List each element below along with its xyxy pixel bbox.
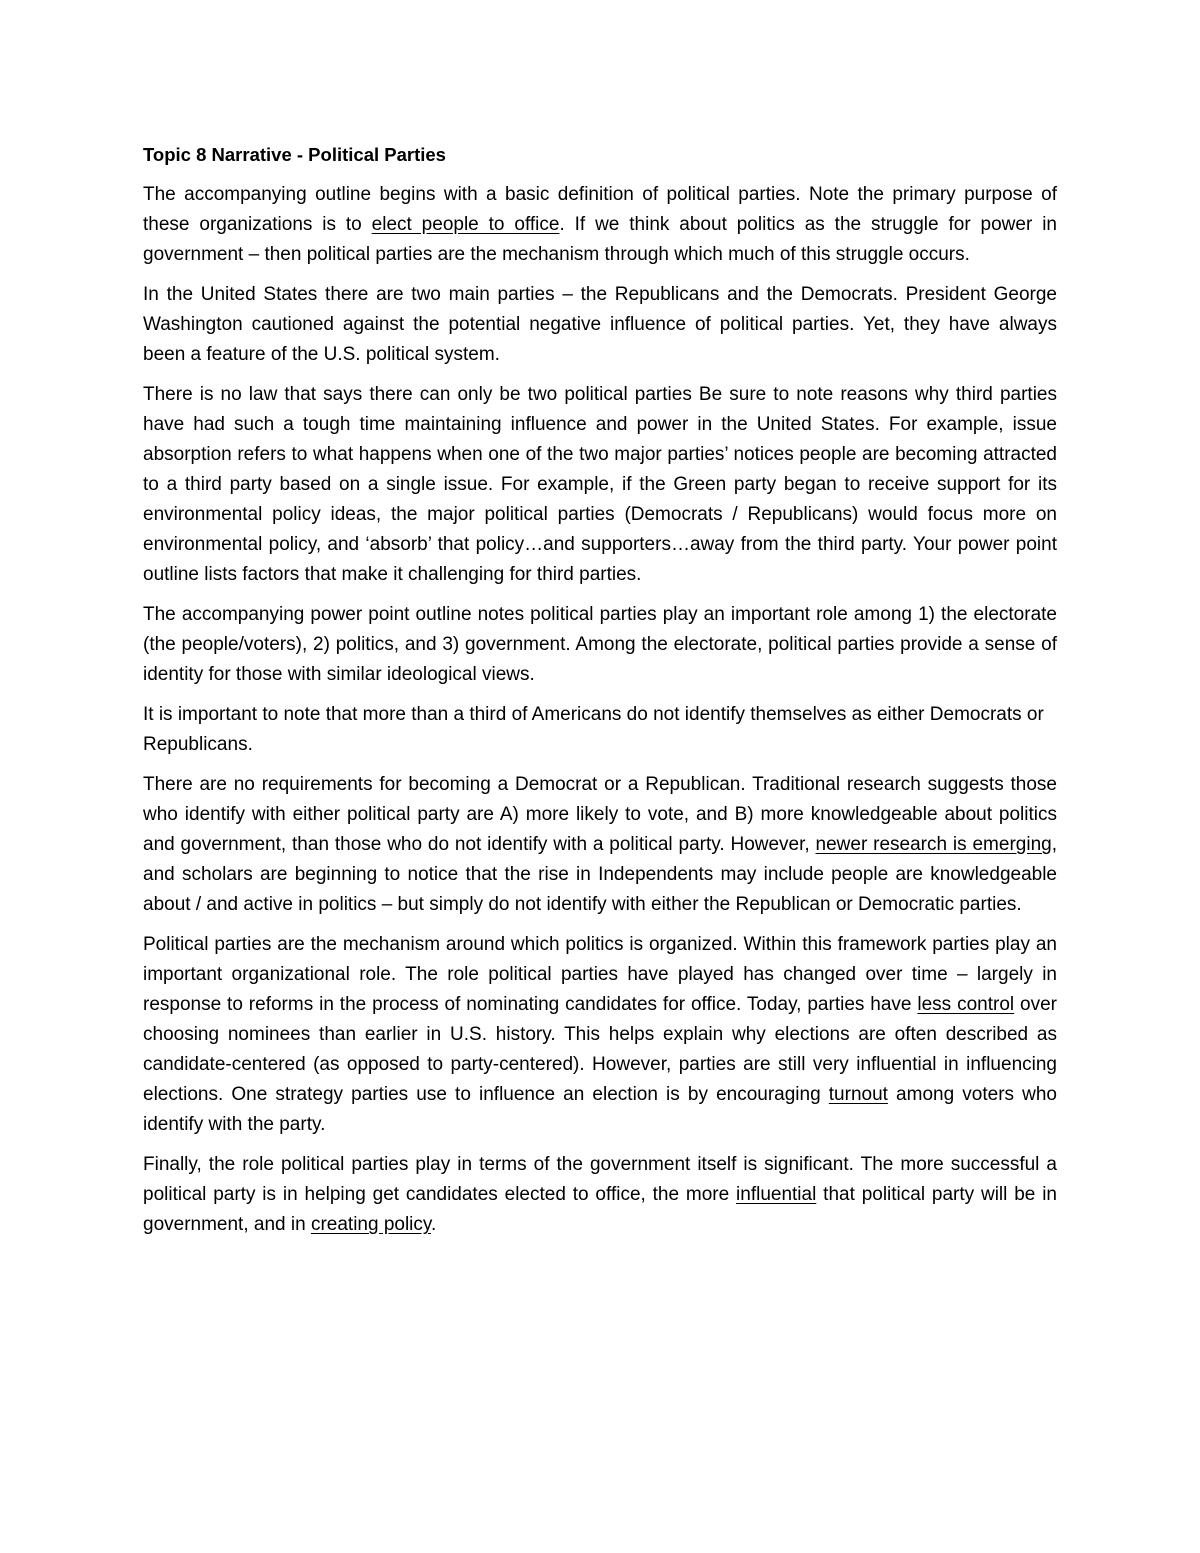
text-run: , political parties provide a sense of identity for those with similar ideological views. xyxy=(143,634,1057,685)
underlined-text: less control xyxy=(917,994,1015,1015)
italic-text: It is important to note that more than a third of Americans do not identify themselves as either Democrats or Republicans. xyxy=(143,704,1044,755)
text-run: itself is significant. The more successful a political party is in helping get candidates elected to office, the more xyxy=(143,1154,1058,1205)
paragraph-definition xyxy=(143,180,1057,270)
italic-text: more knowledgeable xyxy=(760,804,938,825)
text-run: Political parties are the mechanism around which xyxy=(143,934,566,955)
paragraph-two-parties xyxy=(143,280,1057,370)
text-run: In the United States there are two main parties – the Republicans and the Democrats. President George Washington cautioned against the potential negative influence of political parties. Yet, they have always been a feature of the U.S. political system. xyxy=(143,284,1057,365)
underlined-text: influential xyxy=(736,1184,817,1205)
italic-text: more likely to vote xyxy=(525,804,684,825)
text-run: . xyxy=(431,1214,437,1235)
bold-text: government xyxy=(589,1154,691,1175)
text-run: among voters who identify with the party. xyxy=(143,1084,1057,1135)
text-run: . If we think about politics as the struggle for power in government – then political parties are the mechanism through which much of this struggle occurs. xyxy=(143,214,1057,265)
bold-text: politics xyxy=(565,934,624,955)
text-run: There is no law that says there can only be two political parties Be sure to note reasons why third parties have had such a tough time maintaining influence and power in the United States. For example, issue absorption refers to what happens when one of the two major parties’ notices people are becoming attracted to a third party based on a single issue. For example, if the Green party began to receive support for its environmental policy ideas, the major political parties (Democrats / Republicans) would focus more on environmental policy, and ‘absorb’ that policy…and supporters…away from the third party. Your power point outline lists factors that make it challenging for third parties. xyxy=(143,384,1057,585)
underlined-text: newer research is emerging xyxy=(815,834,1052,855)
paragraph-roles xyxy=(143,600,1057,690)
text-run: , and scholars are beginning to notice that the rise in Independents may include people are knowledgeable about / and active in politics – but simply do not identify with either the Republican or Democratic parties. xyxy=(143,834,1057,915)
paragraph-politics xyxy=(143,930,1057,1140)
underlined-text: creating policy xyxy=(310,1214,431,1235)
text-run: The accompanying outline begins with a basic definition of political parties. Note the primary purpose of these organizations is to xyxy=(143,184,1057,235)
text-run: Finally, the role political parties play in terms of the xyxy=(143,1154,590,1175)
text-run: that political party will be in government, and in xyxy=(143,1184,1057,1235)
paragraph-requirements xyxy=(143,770,1057,920)
document-title: Topic 8 Narrative - Political Parties xyxy=(143,144,446,165)
text-run: There are no requirements for becoming a Democrat or a Republican. Traditional research suggests those who identify with either political party are A) xyxy=(143,774,1057,825)
paragraph-third-parties xyxy=(143,380,1057,590)
underlined-text: turnout xyxy=(828,1084,888,1105)
underlined-text: elect people to office xyxy=(371,214,560,235)
text-run: is organized. Within this framework parties play an important organizational role. The role political parties have played has changed over time – largely in response to reforms in the process of nominating candidates for office. Today, parties have xyxy=(143,934,1057,1015)
text-run: about politics and government, than those who do not identify with a political party. However, xyxy=(143,804,1057,855)
text-run: The accompanying power point outline notes political parties play an important role among 1) the electorate (the people/voters), 2) politics, and 3) government. Among the xyxy=(143,604,1057,655)
bold-text: electorate xyxy=(673,634,758,655)
paragraph-government xyxy=(143,1150,1057,1240)
text-run: over choosing nominees than earlier in U.S. history. This helps explain why elections are often described as candidate-centered (as opposed to party-centered). However, parties are still very influential in influencing elections. One strategy parties use to influence an election is by encouraging xyxy=(143,994,1057,1105)
paragraph-note-italic xyxy=(143,700,1057,760)
text-run: , and B) xyxy=(683,804,761,825)
document-page xyxy=(143,140,1057,1250)
